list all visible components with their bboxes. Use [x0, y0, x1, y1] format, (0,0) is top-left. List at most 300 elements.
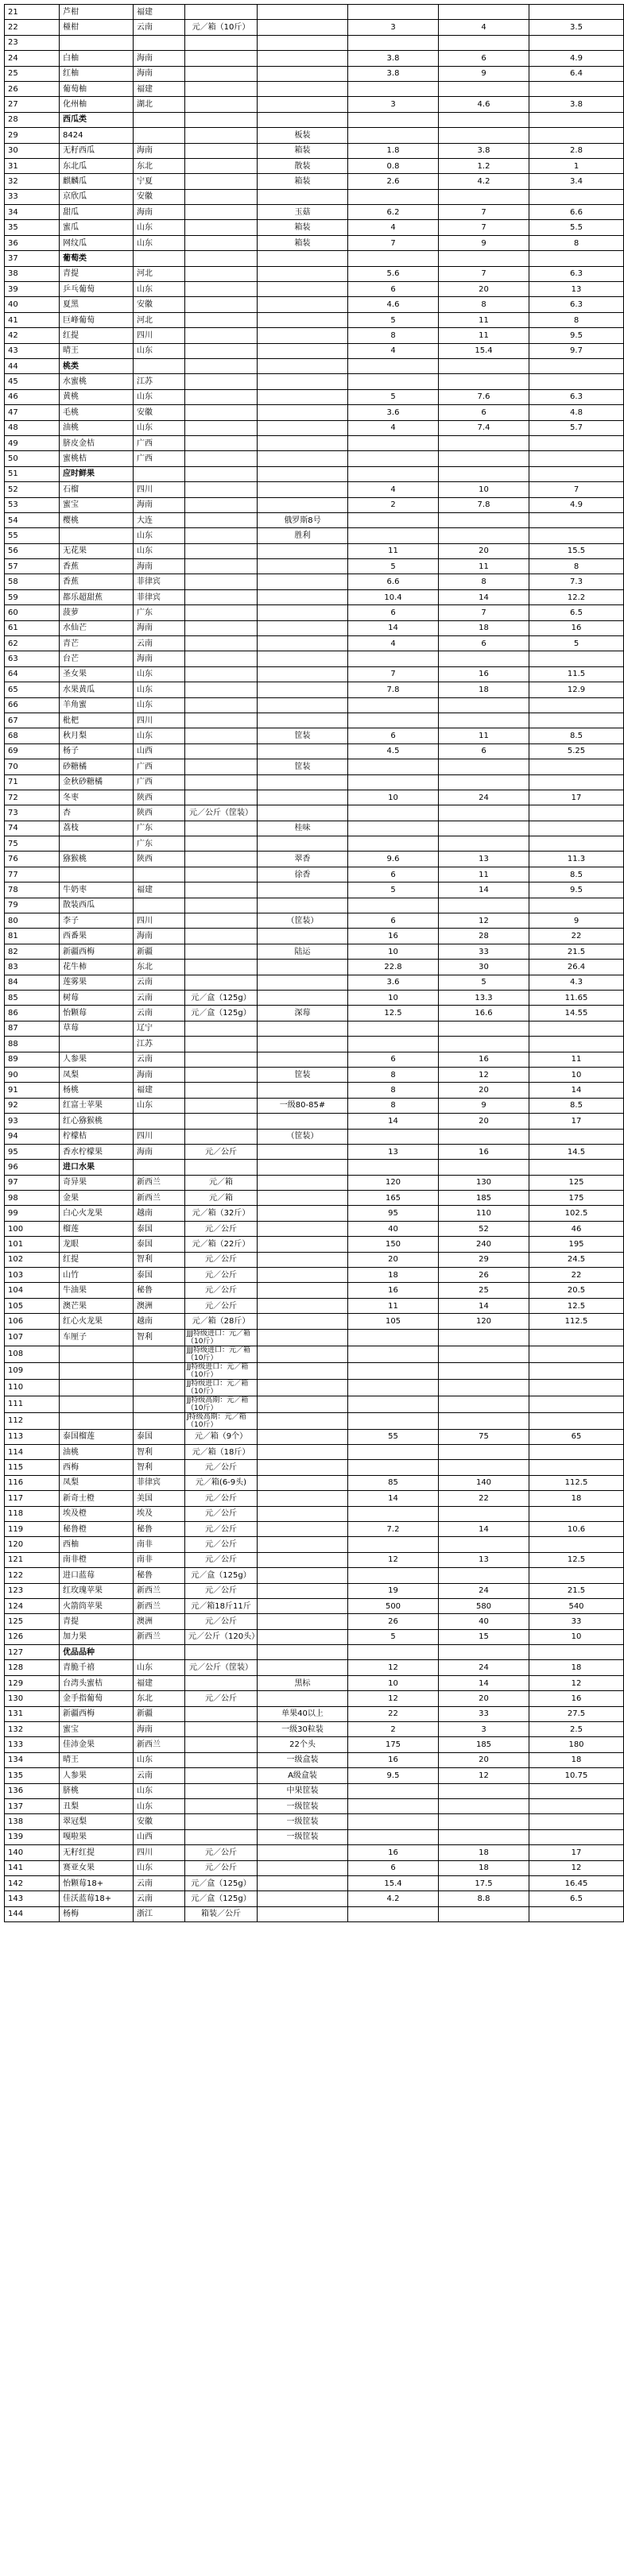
table-cell: 东北 [134, 158, 185, 173]
table-cell: 14.55 [529, 1006, 624, 1021]
table-cell: 8 [439, 574, 529, 589]
table-cell: 12.9 [529, 682, 624, 697]
table-row [5, 389, 624, 404]
table-cell [185, 435, 258, 450]
table-cell [529, 512, 624, 527]
table-cell: 14 [439, 1675, 529, 1690]
table-cell [258, 466, 348, 481]
table-cell: 树莓 [60, 991, 134, 1006]
table-cell: 18 [439, 1845, 529, 1860]
table-cell: 乒乓葡萄 [60, 282, 134, 297]
table-cell: 10.75 [529, 1768, 624, 1783]
table-row [5, 666, 624, 682]
table-cell: 奇异果 [60, 1175, 134, 1190]
table-row [5, 1583, 624, 1598]
table-cell: 火箭筒苹果 [60, 1598, 134, 1613]
table-cell [348, 528, 439, 543]
table-row [5, 1412, 624, 1429]
table-cell: 21.5 [529, 1583, 624, 1598]
table-cell: 11 [529, 1052, 624, 1067]
table-cell: 66 [5, 697, 60, 713]
table-cell: 18 [529, 1660, 624, 1675]
table-cell [258, 1160, 348, 1175]
table-cell: 18 [348, 1268, 439, 1283]
table-cell [439, 759, 529, 774]
table-cell: 33 [439, 944, 529, 959]
table-cell: 海南 [134, 66, 185, 81]
table-row [5, 189, 624, 204]
table-cell: 63 [5, 651, 60, 666]
table-cell [348, 1814, 439, 1829]
table-cell [185, 852, 258, 867]
table-row [5, 1722, 624, 1737]
table-cell: 18 [529, 1752, 624, 1767]
table-cell: 22 [348, 1706, 439, 1721]
table-cell: 44 [5, 358, 60, 373]
table-cell: 牛油果 [60, 1283, 134, 1298]
table-cell [439, 528, 529, 543]
table-cell: 540 [529, 1598, 624, 1613]
table-cell: 103 [5, 1268, 60, 1283]
table-cell: 3.8 [529, 97, 624, 112]
table-cell: 7.8 [348, 682, 439, 697]
table-cell: 4 [439, 20, 529, 35]
table-cell [348, 1160, 439, 1175]
table-cell: 29 [439, 1252, 529, 1267]
table-cell [529, 528, 624, 543]
table-cell: 8 [529, 559, 624, 574]
table-cell: 山东 [134, 1752, 185, 1767]
table-cell: 4 [348, 636, 439, 651]
table-cell [185, 1052, 258, 1067]
table-cell: 山东 [134, 343, 185, 358]
table-cell [258, 960, 348, 975]
table-cell: 陕西 [134, 852, 185, 867]
table-row [5, 605, 624, 620]
table-cell [258, 1175, 348, 1190]
table-cell: 晴王 [60, 343, 134, 358]
table-cell [258, 343, 348, 358]
table-cell: 海南 [134, 143, 185, 158]
table-cell [185, 497, 258, 512]
table-cell [529, 1346, 624, 1362]
table-row [5, 1021, 624, 1036]
table-cell: 筐装 [258, 1067, 348, 1082]
table-cell: 5.25 [529, 743, 624, 759]
table-cell [185, 1129, 258, 1144]
table-cell [258, 282, 348, 297]
table-cell: 元／公斤 [185, 1583, 258, 1598]
table-cell: 8 [348, 1083, 439, 1098]
table-cell: 云南 [134, 991, 185, 1006]
table-cell [258, 1691, 348, 1706]
table-cell: 9.5 [529, 328, 624, 343]
table-cell: 20 [439, 282, 529, 297]
table-row [5, 1379, 624, 1396]
table-cell: 玉菇 [258, 205, 348, 220]
table-cell: 红玫瑰苹果 [60, 1583, 134, 1598]
table-cell: 80 [5, 913, 60, 929]
table-row [5, 1783, 624, 1798]
table-cell: 青提 [60, 266, 134, 281]
table-cell: 112.5 [529, 1475, 624, 1490]
table-cell: 5.5 [529, 220, 624, 235]
table-cell [348, 374, 439, 389]
table-cell: 河北 [134, 266, 185, 281]
table-cell: 36 [5, 235, 60, 250]
table-cell: 山东 [134, 220, 185, 235]
table-row [5, 66, 624, 81]
table-cell: 辽宁 [134, 1021, 185, 1036]
table-cell: 27 [5, 97, 60, 112]
table-cell [258, 743, 348, 759]
table-cell: 翠香 [258, 852, 348, 867]
table-cell: 6 [348, 867, 439, 882]
table-row [5, 1444, 624, 1459]
table-cell: 130 [439, 1175, 529, 1190]
table-cell: 89 [5, 1052, 60, 1067]
table-cell: 120 [5, 1537, 60, 1552]
table-cell [529, 805, 624, 821]
table-row [5, 1752, 624, 1767]
table-cell [185, 81, 258, 96]
table-cell [185, 651, 258, 666]
table-cell: 125 [5, 1614, 60, 1629]
table-row [5, 805, 624, 821]
table-cell: 4.9 [529, 51, 624, 66]
table-cell: 筐装 [258, 759, 348, 774]
table-cell [529, 1829, 624, 1844]
table-cell [258, 1144, 348, 1159]
table-cell: 元／箱（28斤） [185, 1314, 258, 1329]
table-cell: 70 [5, 759, 60, 774]
table-row [5, 1083, 624, 1098]
table-cell [529, 1906, 624, 1921]
table-cell: 20 [439, 1083, 529, 1098]
table-cell: 山东 [134, 697, 185, 713]
table-cell: 海南 [134, 1144, 185, 1159]
table-cell: 24 [439, 1660, 529, 1675]
table-cell: 荔枝 [60, 821, 134, 836]
table-cell [258, 589, 348, 604]
table-cell: 14 [439, 1521, 529, 1536]
table-row [5, 651, 624, 666]
table-cell [439, 374, 529, 389]
table-cell: 元／公斤 [185, 1552, 258, 1567]
table-cell [348, 1460, 439, 1475]
table-cell: 8424 [60, 128, 134, 143]
table-cell [529, 651, 624, 666]
table-row [5, 112, 624, 127]
table-cell: 箱装 [258, 174, 348, 189]
table-cell [529, 898, 624, 913]
table-cell: 云南 [134, 1052, 185, 1067]
table-cell: 12 [439, 1768, 529, 1783]
table-row [5, 1460, 624, 1475]
table-cell [185, 112, 258, 127]
table-cell: 秘鲁 [134, 1283, 185, 1298]
table-cell [258, 1460, 348, 1475]
table-row [5, 728, 624, 743]
table-cell: 119 [5, 1521, 60, 1536]
table-row [5, 358, 624, 373]
table-cell: J特级高期：元／箱（10斤） [185, 1412, 258, 1429]
table-cell: 南非橙 [60, 1552, 134, 1567]
table-cell: 椪柑 [60, 20, 134, 35]
table-cell: 香蕉 [60, 559, 134, 574]
table-cell [258, 312, 348, 327]
table-row [5, 1396, 624, 1412]
table-cell [348, 451, 439, 466]
table-cell: 47 [5, 405, 60, 420]
table-cell: 怡颗莓 [60, 1006, 134, 1021]
table-cell [185, 405, 258, 420]
table-cell [258, 358, 348, 373]
table-cell [529, 1037, 624, 1052]
table-cell: 陕西 [134, 790, 185, 805]
table-cell: 46 [529, 1221, 624, 1236]
table-cell [185, 867, 258, 882]
table-cell: 陆运 [258, 944, 348, 959]
table-cell: 118 [5, 1506, 60, 1521]
table-row [5, 1191, 624, 1206]
table-cell [258, 497, 348, 512]
table-cell [258, 297, 348, 312]
table-cell [348, 759, 439, 774]
table-row [5, 913, 624, 929]
table-row [5, 1660, 624, 1675]
table-cell: 16 [529, 620, 624, 635]
table-cell [439, 1160, 529, 1175]
table-cell: 75 [5, 836, 60, 852]
table-cell [258, 666, 348, 682]
table-cell: 青芒 [60, 636, 134, 651]
table-cell: 67 [5, 713, 60, 728]
table-row [5, 220, 624, 235]
table-cell [258, 266, 348, 281]
table-cell [529, 759, 624, 774]
table-cell: 11 [348, 543, 439, 558]
table-cell: 7 [348, 666, 439, 682]
table-cell [185, 1083, 258, 1098]
table-cell: 112.5 [529, 1314, 624, 1329]
table-cell [258, 5, 348, 20]
table-row [5, 497, 624, 512]
table-cell: 24 [5, 51, 60, 66]
table-cell: 西瓜类 [60, 112, 134, 127]
table-row [5, 128, 624, 143]
table-cell: 草莓 [60, 1021, 134, 1036]
table-cell: 42 [5, 328, 60, 343]
table-cell: 5 [529, 636, 624, 651]
table-cell: 广东 [134, 836, 185, 852]
table-cell: 20 [348, 1252, 439, 1267]
table-cell [529, 1379, 624, 1396]
table-cell: 33 [5, 189, 60, 204]
table-cell: 江苏 [134, 374, 185, 389]
table-cell [529, 713, 624, 728]
table-cell [185, 389, 258, 404]
table-cell: 4 [348, 343, 439, 358]
table-cell [439, 35, 529, 50]
table-cell: 莲雾果 [60, 975, 134, 990]
table-cell [185, 882, 258, 898]
table-row [5, 143, 624, 158]
table-cell: 22.8 [348, 960, 439, 975]
table-cell: 羊角蜜 [60, 697, 134, 713]
table-cell [529, 836, 624, 852]
table-cell: 砂糖橘 [60, 759, 134, 774]
table-cell [185, 1114, 258, 1129]
table-cell [185, 1783, 258, 1798]
table-cell: 赛亚女果 [60, 1860, 134, 1875]
table-cell [185, 821, 258, 836]
table-cell: 元／箱（9个） [185, 1429, 258, 1444]
table-row [5, 1346, 624, 1362]
table-cell [258, 620, 348, 635]
table-cell: 散装 [258, 158, 348, 173]
table-cell: 40 [439, 1614, 529, 1629]
table-cell [258, 1875, 348, 1890]
table-cell: 蜜瓜 [60, 220, 134, 235]
table-cell: 徐香 [258, 867, 348, 882]
table-cell [258, 420, 348, 435]
table-cell: 四川 [134, 913, 185, 929]
table-cell: 海南 [134, 1722, 185, 1737]
table-cell: 11 [439, 328, 529, 343]
table-cell: 台湾头蜜桔 [60, 1675, 134, 1690]
table-cell: 山东 [134, 543, 185, 558]
table-cell: 一级盒装 [258, 1752, 348, 1767]
table-cell: 123 [5, 1583, 60, 1598]
table-cell [529, 1160, 624, 1175]
table-cell: 180 [529, 1737, 624, 1752]
table-cell: 青脆千禧 [60, 1660, 134, 1675]
table-cell: 8 [529, 312, 624, 327]
table-cell: 圣女果 [60, 666, 134, 682]
table-cell: 白柚 [60, 51, 134, 66]
table-cell: 芦柑 [60, 5, 134, 20]
table-cell: 75 [439, 1429, 529, 1444]
table-cell: 20.5 [529, 1283, 624, 1298]
table-cell [185, 836, 258, 852]
table-cell [258, 1237, 348, 1252]
table-cell [529, 1021, 624, 1036]
table-cell: 箱装／公斤 [185, 1906, 258, 1921]
table-cell [258, 66, 348, 81]
table-cell: 菲律宾 [134, 1475, 185, 1490]
table-cell: 105 [348, 1314, 439, 1329]
table-row [5, 898, 624, 913]
table-cell [439, 5, 529, 20]
table-cell: 7.6 [439, 389, 529, 404]
table-cell [439, 821, 529, 836]
table-cell [258, 1379, 348, 1396]
table-cell: 化州柚 [60, 97, 134, 112]
table-cell: 7 [439, 205, 529, 220]
table-cell: 18 [439, 682, 529, 697]
table-cell: 16 [439, 666, 529, 682]
table-row [5, 991, 624, 1006]
table-cell: 菠萝 [60, 605, 134, 620]
table-cell: 四川 [134, 1129, 185, 1144]
table-cell: 泰国 [134, 1237, 185, 1252]
table-cell: 2.5 [529, 1722, 624, 1737]
table-cell [348, 1444, 439, 1459]
table-cell: 3 [439, 1722, 529, 1737]
table-cell: 云南 [134, 636, 185, 651]
table-cell: 元／盒（125g） [185, 1875, 258, 1890]
table-cell [529, 821, 624, 836]
table-cell: 39 [5, 282, 60, 297]
table-cell [258, 713, 348, 728]
table-cell [185, 605, 258, 620]
table-cell [439, 1537, 529, 1552]
table-cell: 129 [5, 1675, 60, 1690]
table-cell [185, 774, 258, 790]
table-row [5, 759, 624, 774]
table-row [5, 35, 624, 50]
table-cell: 72 [5, 790, 60, 805]
table-cell: 126 [5, 1629, 60, 1644]
table-cell [185, 343, 258, 358]
table-row [5, 405, 624, 420]
table-row [5, 1237, 624, 1252]
table-row [5, 682, 624, 697]
table-cell: 智利 [134, 1460, 185, 1475]
table-cell: 16 [439, 1144, 529, 1159]
table-cell: 元／盒（125g） [185, 1891, 258, 1906]
table-cell: 105 [5, 1298, 60, 1313]
table-cell: （筐装） [258, 913, 348, 929]
table-cell [185, 174, 258, 189]
table-cell: 元／公斤 [185, 1845, 258, 1860]
table-cell: 6.6 [529, 205, 624, 220]
table-cell: 3.5 [529, 20, 624, 35]
table-cell: 56 [5, 543, 60, 558]
table-row [5, 1706, 624, 1721]
table-cell: 樱桃 [60, 512, 134, 527]
table-cell: 8 [529, 235, 624, 250]
table-cell: 11.3 [529, 852, 624, 867]
table-row [5, 1691, 624, 1706]
table-cell: 138 [5, 1814, 60, 1829]
table-cell: 葡萄类 [60, 251, 134, 266]
table-cell: 111 [5, 1396, 60, 1412]
table-cell [348, 836, 439, 852]
table-cell: 9.6 [348, 852, 439, 867]
table-row [5, 1829, 624, 1844]
table-cell [258, 605, 348, 620]
table-cell: 114 [5, 1444, 60, 1459]
table-cell [185, 759, 258, 774]
table-cell: 红富士苹果 [60, 1098, 134, 1113]
table-cell: 泰国 [134, 1429, 185, 1444]
table-cell: 元／箱 [185, 1191, 258, 1206]
table-cell: 61 [5, 620, 60, 635]
table-row [5, 944, 624, 959]
table-cell: 元／公斤 [185, 1691, 258, 1706]
table-cell: 185 [439, 1737, 529, 1752]
table-cell [439, 451, 529, 466]
table-cell: 3 [348, 97, 439, 112]
table-cell [60, 1037, 134, 1052]
table-cell: 22 [439, 1491, 529, 1506]
table-cell: 45 [5, 374, 60, 389]
table-cell: 红心猕猴桃 [60, 1114, 134, 1129]
table-cell: 无花果 [60, 543, 134, 558]
table-cell: 32 [5, 174, 60, 189]
